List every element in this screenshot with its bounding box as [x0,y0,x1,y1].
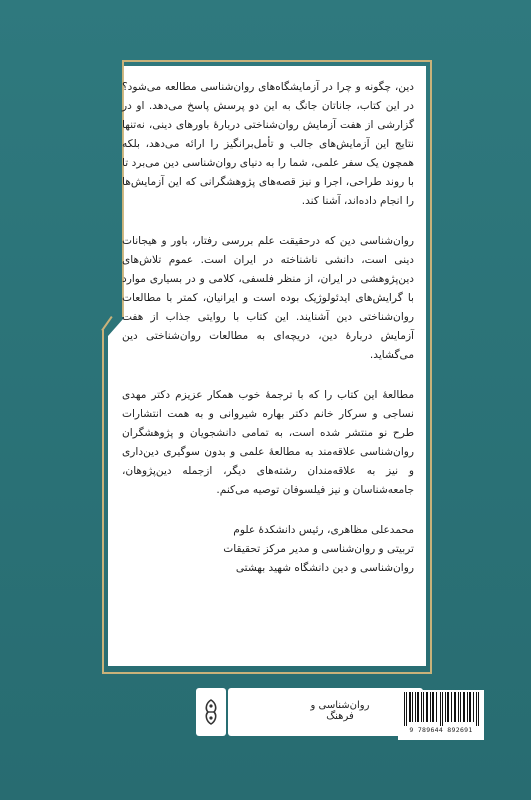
frame-line-left-lower [102,330,104,674]
barcode-number: 9 789644 892691 [409,726,473,734]
publisher-logo-icon [201,697,221,727]
signature-line-3: روان‌شناسی و دین دانشگاه شهید بهشتی [235,562,414,574]
frame-line-bottom [102,672,432,674]
paragraph-recommendation: مطالعهٔ این کتاب را که با ترجمهٔ خوب همکار عزیزم دکتر مهدی نساجی و سرکار خانم دکتر بهاره شیروانی و به همت انتشارات طرح نو منتشر شده است، به تمامی دانشجویان و پژوهشگران روان‌شناسی علاقه‌مند به مطالعهٔ علمی و بدون سوگیری دین‌داری و نیز به علاقه‌مندان رشته‌های دیگر، ازجمله دین‌پژوهان، جامعه‌شناسان و نیز فیلسوفان توصیه می‌کنم. [122,389,414,496]
signature-line-2: تربیتی و روان‌شناسی و مدیر مرکز تحقیقات [223,543,414,555]
signature-block [122,521,414,578]
series-label: روان‌شناسی و فرهنگ [310,700,370,722]
paragraph-intro: دین، چگونه و چرا در آزمایشگاه‌های روان‌شناسی مطالعه می‌شود؟ در این کتاب، جاناتان جانگ به این دو پرسش پاسخ می‌دهد. او در گزارشی از هفت آزمایش روان‌شناختی دربارهٔ باورهای دینی، نه‌تنها نتایج این آزمایش‌های جالب و تأمل‌برانگیز را ارائه می‌دهد، بلکه همچون یک سفر علمی، شما را به دنیای روان‌شناسی دین می‌برد تا با روند طراحی، اجرا و نیز قصه‌های پژوهشگرانی که این آزمایش‌ها را انجام داده‌اند، آشنا کند. [122,81,414,207]
frame-line-right [430,60,432,672]
frame-line-diagonal [101,316,112,331]
publisher-logo-box [196,688,226,736]
frame-line-top [122,60,431,62]
signature-line-1: محمدعلی مظاهری، رئیس دانشکدهٔ علوم [233,524,414,536]
paragraph-psychology-of-religion: روان‌شناسی دین که درحقیقت علم بررسی رفتار، باور و هیجانات دینی است، دانشی ناشناخته در ایران است. عموم تلاش‌های دین‌پژوهشی در ایران، از منظر فلسفی، کلامی و در بسیاری موارد با گرایش‌های ایدئولوژیک بوده است و ایرانیان، کمتر با مطالعات روان‌شناختی دین آشنایند. این کتاب با روایتی جذاب از هفت آزمایش دربارهٔ دین، دریچه‌ای به مطالعات روان‌شناختی دین می‌گشاید. [122,235,414,361]
back-cover-text [122,78,414,599]
barcode-icon [402,692,482,726]
